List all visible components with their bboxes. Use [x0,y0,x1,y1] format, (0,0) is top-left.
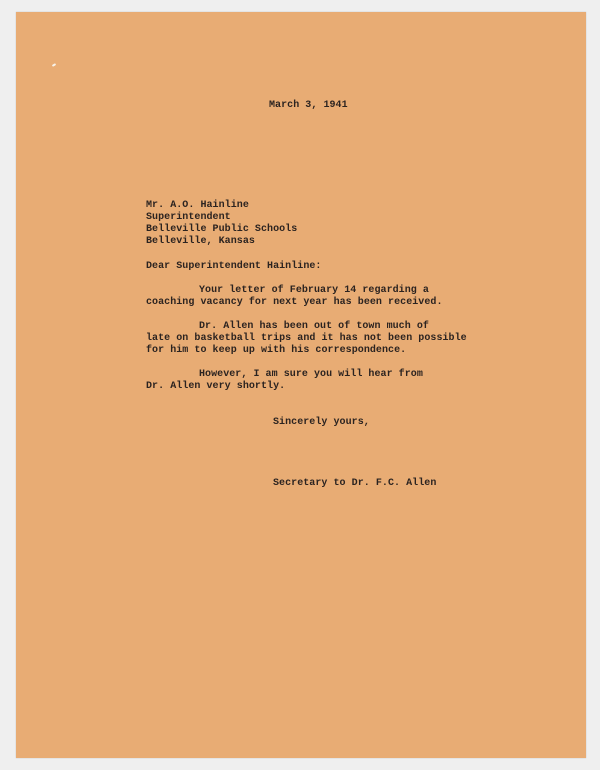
recipient-location: Belleville, Kansas [146,236,255,247]
paragraph-1-line-2: coaching vacancy for next year has been received. [146,297,443,308]
salutation: Dear Superintendent Hainline: [146,261,322,272]
letter-paper [16,12,586,758]
paragraph-2-line-2: late on basketball trips and it has not been possible [146,333,467,344]
paragraph-1-line-1: Your letter of February 14 regarding a [199,285,429,296]
closing: Sincerely yours, [273,417,370,428]
paragraph-2-line-1: Dr. Allen has been out of town much of [199,321,429,332]
letter-date: March 3, 1941 [269,100,348,111]
paragraph-3-line-2: Dr. Allen very shortly. [146,381,286,392]
paper-speck [52,63,56,67]
paragraph-3-line-1: However, I am sure you will hear from [199,369,423,380]
recipient-title: Superintendent [146,212,231,223]
paragraph-2-line-3: for him to keep up with his correspondence. [146,345,407,356]
recipient-organization: Belleville Public Schools [146,224,298,235]
recipient-name: Mr. A.O. Hainline [146,200,249,211]
signature: Secretary to Dr. F.C. Allen [273,478,437,489]
